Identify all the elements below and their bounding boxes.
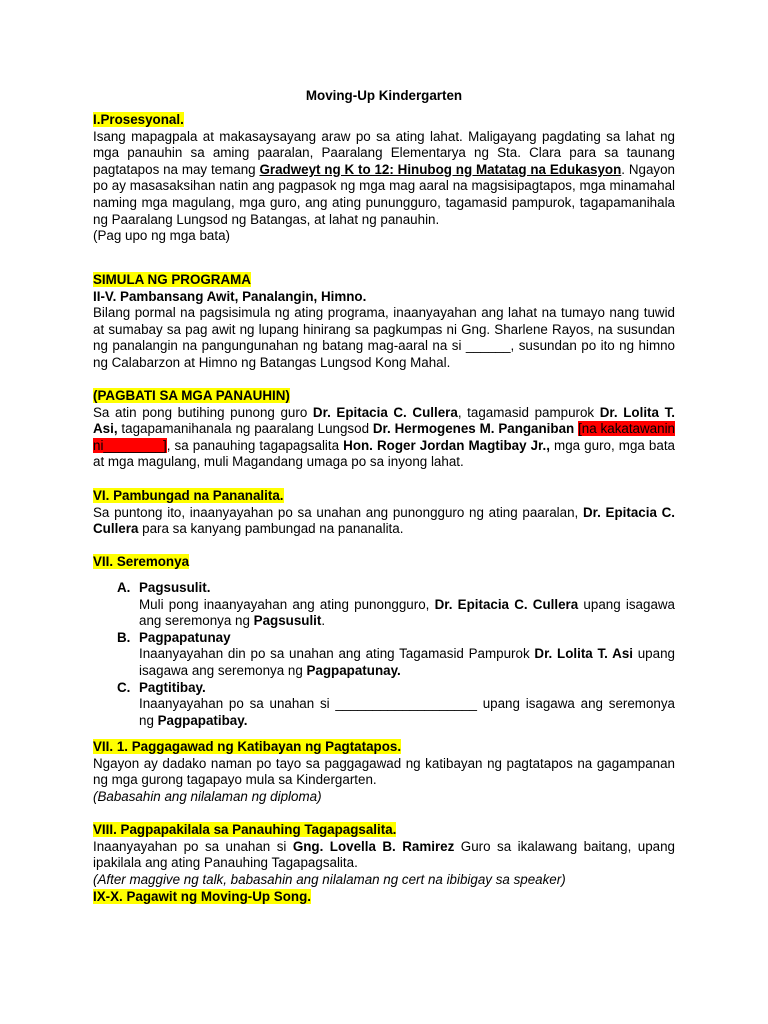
body-text: Inaanyayahan din po sa unahan ang ating Tagamasid Pampurok xyxy=(139,646,535,662)
person-name: Dr. Epitacia C. Cullera xyxy=(434,596,579,612)
ceremony-list xyxy=(117,580,675,729)
body-text: . Ngayon po ay masasaksihan natin ang pagpasok ng mga mag aaral na magsisipagtapos, mga minamahal naming mga magulang, mga guro, ang ating punungguro, tagamasid pampurok, tagapamanihala ng Paaralang Lungsod ng Batangas, at lahat ng panauhin. xyxy=(93,161,675,227)
theme-text: Gradweyt ng K to 12: Hinubog ng Matatag na Edukasyon xyxy=(259,161,622,177)
body-text: tagapamanihanala ng paaralang Lungsod xyxy=(117,421,373,437)
body-text: , tagamasid pampurok xyxy=(457,404,600,420)
section-body: Bilang pormal na pagsisimula ng ating programa, inaanyayahan ang lahat na tumayo nang tuwid at sumabay sa pag awit ng lupang hinirang sa pagkumpas ni Gng. Sharlene Rayos, na susundan ng panalangin na pangungunahan ng batang mag-aaral na si ______, susundan po ito ng himno ng Calabarzon at Himno ng Batangas Lungsod Kong Mahal. xyxy=(93,305,675,370)
list-marker: B. xyxy=(117,629,131,645)
body-text: Sa atin pong butihing punong guro xyxy=(93,404,313,420)
list-item-body xyxy=(139,646,675,679)
section-body xyxy=(93,505,675,538)
section-body xyxy=(93,839,675,872)
ceremony-name: Pagpapatunay. xyxy=(306,662,401,678)
section-body xyxy=(93,129,675,229)
list-item xyxy=(117,680,675,730)
list-item-body xyxy=(139,696,675,729)
ceremony-name: Pagsusulit xyxy=(253,613,322,629)
ceremony-name: Pagpapatibay. xyxy=(157,712,248,728)
section-body: Ngayon ay dadako naman po tayo sa paggagawad ng katibayan ng pagtatapos na gagampanan ng mga gurong tagapayo mula sa Kindergarten. xyxy=(93,755,675,788)
list-item-title: Pagpapatunay xyxy=(139,629,231,645)
section-paggagawad xyxy=(93,739,675,805)
person-name: Dr. Epitacia C. Cullera xyxy=(312,404,458,420)
person-name: Dr. Hermogenes M. Panganiban xyxy=(372,421,575,437)
red-highlight-note: [na kakatawanin ni________] xyxy=(93,421,675,453)
document-title: Moving-Up Kindergarten xyxy=(305,88,463,103)
section-heading: VI. Pambungad na Pananalita. xyxy=(93,488,284,503)
body-text: Guro sa ikalawang baitang, upang ipakilala ang ating Panauhing Tagapagsalita. xyxy=(93,838,675,871)
body-text: upang isagawa ang seremonya ng xyxy=(139,646,675,678)
list-marker: A. xyxy=(117,580,131,595)
body-text: Sa puntong ito, inaanyayahan po sa unahan ang punongguro ng ating paaralan, xyxy=(93,504,583,520)
section-heading: IX-X. Pagawit ng Moving-Up Song. xyxy=(93,889,311,904)
stage-note: (Babasahin ang nilalaman ng diploma) xyxy=(93,788,322,804)
section-pambungad xyxy=(93,488,675,538)
person-name: Dr. Lolita T. Asi, xyxy=(93,404,675,437)
section-heading: (PAGBATI SA MGA PANAUHIN) xyxy=(93,388,290,403)
section-pagbati xyxy=(93,388,675,471)
list-item-title: Pagsusulit. xyxy=(139,580,211,595)
body-text: Muli pong inaanyayahan ang ating punongguro, xyxy=(139,596,435,612)
list-marker: C. xyxy=(117,679,131,695)
section-heading: I.Prosesyonal. xyxy=(93,112,184,127)
section-pagpapakilala xyxy=(93,822,675,888)
body-text: upang isagawa ang seremonya ng xyxy=(139,596,676,629)
section-body xyxy=(93,405,675,471)
person-name: Gng. Lovella B. Ramirez xyxy=(292,838,455,854)
list-item-body xyxy=(139,597,675,630)
body-text: . xyxy=(321,613,326,629)
list-item xyxy=(117,630,675,680)
stage-note: (Pag upo ng mga bata) xyxy=(93,228,230,244)
section-simula xyxy=(93,272,675,372)
list-item-title: Pagtitibay. xyxy=(139,679,206,695)
section-moving-up-song xyxy=(93,889,675,906)
person-name: Dr. Epitacia C. Cullera xyxy=(93,504,676,537)
body-text: Isang mapagpala at makasaysayang araw po sa ating lahat. Maligayang pagdating sa lahat ng mga panauhin sa aming paaralan, Paaralang Elementarya ng Sta. Clara para sa taunang pagtatapos na may temang xyxy=(93,128,675,177)
section-heading: SIMULA NG PROGRAMA xyxy=(93,272,251,287)
section-prosesyonal xyxy=(93,112,675,245)
person-name: Hon. Roger Jordan Magtibay Jr., xyxy=(343,437,550,453)
list-item xyxy=(117,580,675,630)
stage-note: (After maggive ng talk, babasahin ang nilalaman ng cert na ibibigay sa speaker) xyxy=(93,871,566,887)
body-text: mga guro, mga bata at mga magulang, muli Magandang umaga po sa inyong lahat. xyxy=(93,437,675,470)
body-text: para sa kanyang pambungad na pananalita. xyxy=(138,521,404,537)
subheading: II-V. Pambansang Awit, Panalangin, Himno. xyxy=(93,288,367,304)
section-heading: VIII. Pagpapakilala sa Panauhing Tagapagsalita. xyxy=(93,822,397,837)
body-text: Inaanyayahan po sa unahan si xyxy=(93,838,293,854)
section-heading: VII. 1. Paggagawad ng Katibayan ng Pagtatapos. xyxy=(93,739,402,754)
body-text: Inaanyayahan po sa unahan si ___________________ upang isagawa ang seremonya ng xyxy=(139,696,675,728)
section-heading: VII. Seremonya xyxy=(93,554,190,569)
person-name: Dr. Lolita T. Asi xyxy=(534,646,633,662)
body-text: , sa panauhing tagapagsalita xyxy=(166,437,344,453)
section-seremonya xyxy=(93,554,675,571)
